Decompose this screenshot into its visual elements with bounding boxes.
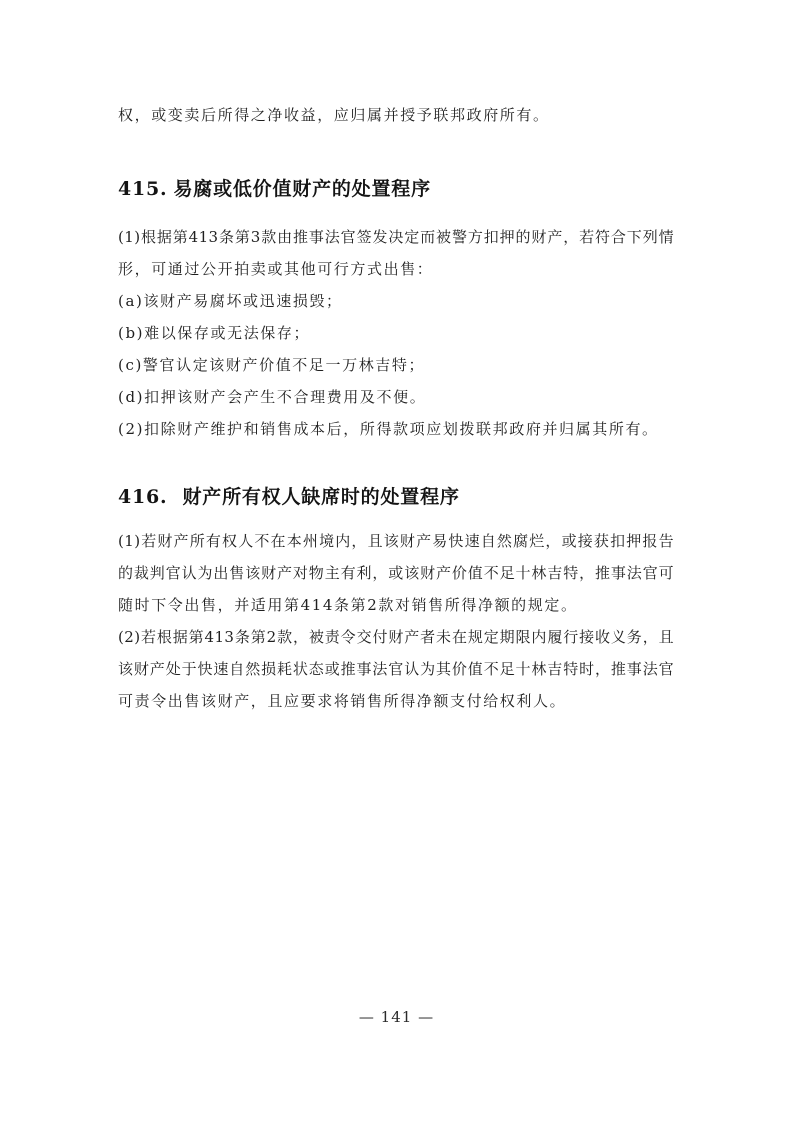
body-text-line: (2)扣除财产维护和销售成本后，所得款项应划拨联邦政府并归属其所有。 [118,420,659,438]
section-number: 416. [118,486,168,508]
section-title: 财产所有权人缺席时的处置程序 [182,486,460,508]
intro-continuation-line: 权，或变卖后所得之净收益，应归属并授予联邦政府所有。 [118,106,550,124]
list-item-d: (d)扣押该财产会产生不合理费用及不便。 [118,388,427,406]
section-title: 易腐或低价值财产的处置程序 [173,178,431,200]
page-number: — 141 — [358,1008,435,1026]
document-body [118,99,674,717]
list-item-c: (c)警官认定该财产价值不足一万林吉特； [118,356,426,374]
body-text-line: 可责令出售该财产，且应要求将销售所得净额支付给权利人。 [118,692,567,710]
body-text-line: 该财产处于快速自然损耗状态或推事法官认为其价值不足十林吉特时，推事法官 [118,660,674,678]
section-heading-415 [118,173,674,205]
section-415-paragraphs [118,221,674,445]
body-text-line: 形，可通过公开拍卖或其他可行方式出售： [118,260,434,278]
body-text-line: (1)若财产所有权人不在本州境内，且该财产易快速自然腐烂，或接获扣押报告 [118,532,674,550]
body-text-line: 随时下令出售，并适用第414条第2款对销售所得净额的规定。 [118,596,578,614]
body-text-line: (1)根据第413条第3款由推事法官签发决定而被警方扣押的财产，若符合下列情 [118,228,674,246]
list-item-a: (a)该财产易腐坏或迅速损毁； [118,292,343,310]
list-item-b: (b)难以保存或无法保存； [118,324,311,342]
section-number: 415. [118,178,168,200]
body-text-line: (2)若根据第413条第2款，被责令交付财产者未在规定期限内履行接收义务，且 [118,628,674,646]
section-heading-416 [118,481,674,513]
section-416-paragraphs [118,525,674,717]
body-text-line: 的裁判官认为出售该财产对物主有利，或该财产价值不足十林吉特，推事法官可 [118,564,674,582]
